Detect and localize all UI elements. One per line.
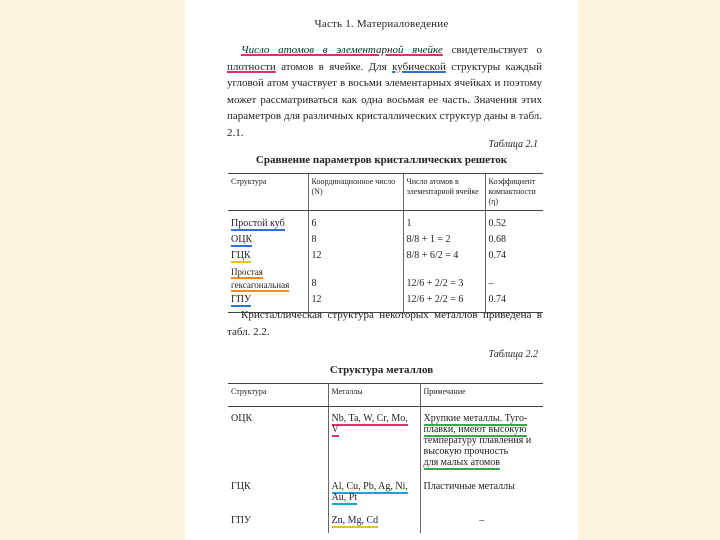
paragraph-2-text: Кристаллическая структура некоторых металлов приведена в табл. 2.2. (227, 309, 542, 338)
atoms-per-cell: 8/8 + 1 = 2 (403, 232, 485, 248)
table-header: Структура (228, 174, 308, 211)
metals-list: Au, Pt (331, 492, 358, 503)
paragraph-1-text-c: структуры каждый угловой атом участвует в восьми элементарных ячейках и поэтому может рассматриваться как одна восьмая ее часть. Значения этих параметров для различных кристаллических структур даны в табл. 2.1. (227, 60, 543, 139)
structure-name: ГПУ (231, 294, 252, 305)
note-line: для малых атомов (423, 457, 500, 468)
coordination-number: 6 (308, 211, 403, 233)
metals-list: Zn, Mg, Cd (331, 515, 379, 526)
table-row (228, 513, 543, 533)
metals-list: Al, Cu, Pb, Ag, Ni, (331, 481, 408, 492)
coordination-number: 8 (308, 264, 403, 292)
note-line: высокую прочность (423, 446, 509, 457)
table-1-caption: Таблица 2.1 (488, 139, 538, 150)
table-row (228, 407, 543, 476)
note-line: Хрупкие металлы. Туго- (423, 413, 528, 424)
running-head: Часть 1. Материаловедение (314, 18, 449, 30)
paragraph-1-text-a: свидетельствует о (442, 44, 542, 56)
term-density: плотности (227, 60, 276, 73)
table-2-title: Структура металлов (329, 364, 434, 376)
atoms-per-cell: 12/6 + 2/2 = 6 (403, 292, 485, 313)
table-header: Число атомов в элементарной ячейке (403, 174, 485, 211)
structure-name: ОЦК (231, 413, 253, 424)
atoms-per-cell: 12/6 + 2/2 = 3 (403, 264, 485, 292)
table-row (228, 475, 543, 513)
table-1-title: Сравнение параметров кристаллических решеток (255, 154, 508, 166)
packing-factor: 0.68 (485, 232, 543, 248)
table-row (228, 232, 543, 248)
table-row (228, 248, 543, 264)
coordination-number: 8 (308, 232, 403, 248)
table-2-caption: Таблица 2.2 (488, 349, 538, 360)
table-header: Координационное число (N) (308, 174, 403, 211)
structure-name: Простой куб (231, 218, 285, 229)
note-line: температуру плавления и (423, 435, 532, 446)
metals-list: Nb, Ta, W, Cr, Mo, (331, 413, 408, 424)
document-page (185, 0, 578, 540)
note-line: плавки, имеют высокую (423, 424, 527, 435)
table-row (228, 211, 543, 233)
paragraph-2 (227, 307, 542, 340)
structure-name: ОЦК (231, 234, 253, 245)
table-2 (228, 383, 543, 533)
note-line: – (420, 513, 543, 533)
atoms-per-cell: 1 (403, 211, 485, 233)
note-line: Пластичные металлы (420, 475, 543, 513)
table-row (228, 264, 543, 292)
table-1 (228, 173, 543, 313)
table-1-header-row (228, 174, 543, 211)
metals-list: V (331, 424, 339, 435)
term-cubic: кубической (392, 60, 446, 73)
packing-factor: 0.52 (485, 211, 543, 233)
table-header: Коэффициент компактности (η) (485, 174, 543, 211)
coordination-number: 12 (308, 248, 403, 264)
structure-name-line-2: гексагональная (231, 280, 290, 290)
atoms-per-cell: 8/8 + 6/2 = 4 (403, 248, 485, 264)
structure-name: ГЦК (231, 250, 251, 261)
packing-factor: 0.74 (485, 248, 543, 264)
table-header: Примечание (420, 384, 543, 407)
structure-name: ГЦК (231, 481, 251, 492)
table-2-header-row (228, 384, 543, 407)
structure-name-line-1: Простая (231, 267, 263, 277)
structure-name: ГПУ (231, 515, 252, 526)
packing-factor: – (485, 264, 543, 292)
table-header: Структура (228, 384, 328, 407)
paragraph-1 (227, 42, 542, 141)
packing-factor: 0.74 (485, 292, 543, 313)
table-header: Металлы (328, 384, 420, 407)
term-atoms-in-cell: Число атомов в элементарной ячейке (241, 44, 443, 56)
paragraph-1-text-b: атомов в ячейке. Для (275, 60, 393, 73)
coordination-number: 12 (308, 292, 403, 313)
